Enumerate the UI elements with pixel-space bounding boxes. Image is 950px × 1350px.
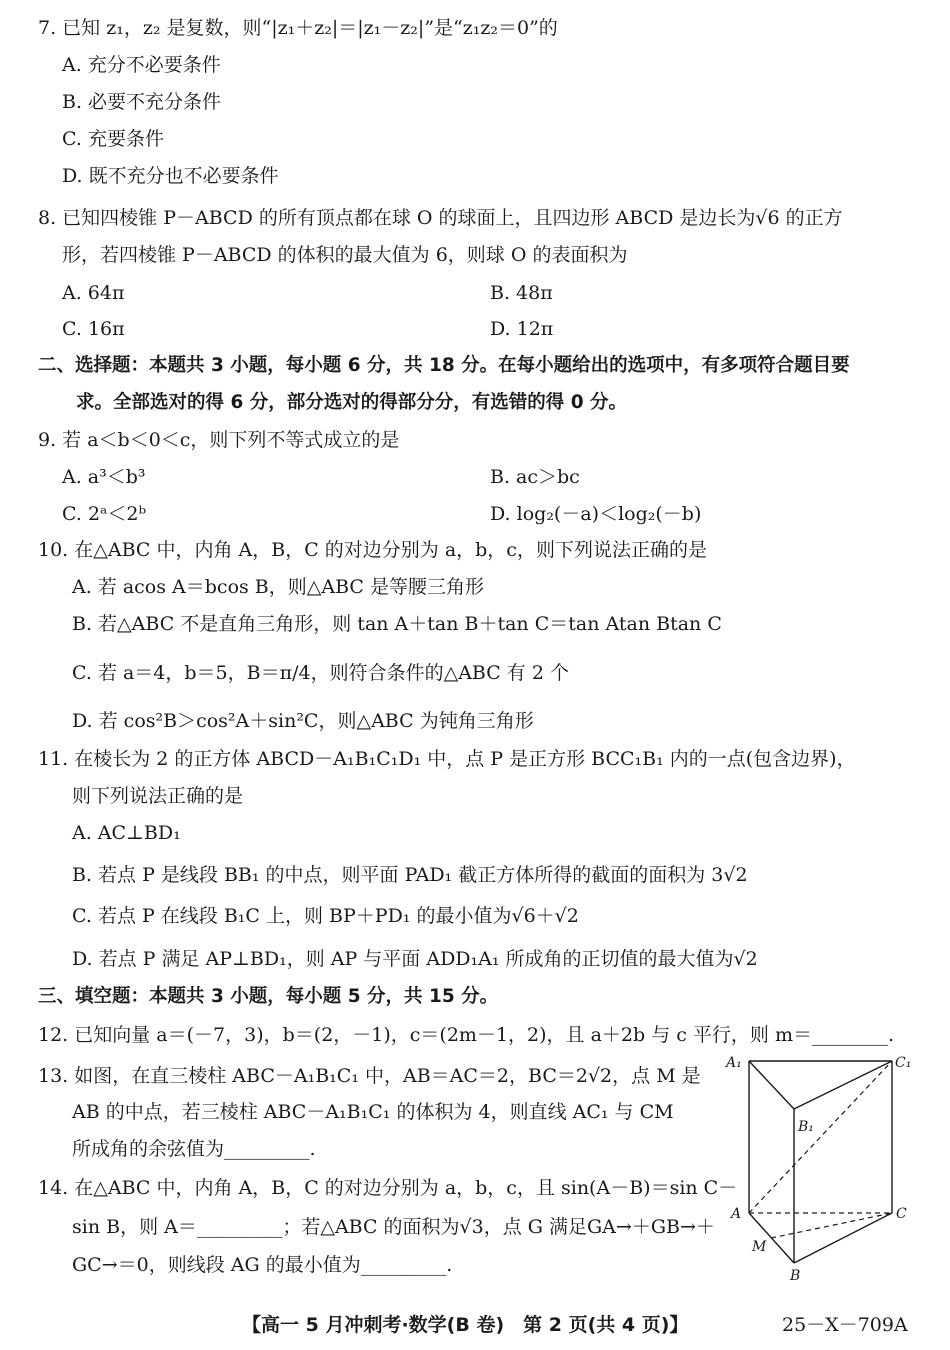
q9-option-b: B. ac＞bc [490, 466, 580, 488]
q10-option-b: B. 若△ABC 不是直角三角形，则 tan A＋tan B＋tan C＝tan Atan Btan C [72, 613, 722, 635]
q7-stem: 7. 已知 z₁，z₂ 是复数，则“|z₁＋z₂|＝|z₁－z₂|”是“z₁z₂＝0”的 [38, 17, 558, 39]
edge-b1-c1 [794, 1061, 892, 1109]
label-c1: C₁ [895, 1055, 912, 1071]
q8-option-d: D. 12π [490, 318, 554, 340]
q11-option-a: A. AC⊥BD₁ [72, 822, 181, 844]
label-c: C [896, 1206, 907, 1222]
q7-option-b: B. 必要不充分条件 [62, 91, 222, 113]
q9-stem: 9. 若 a＜b＜0＜c，则下列不等式成立的是 [38, 429, 400, 451]
q7-option-a: A. 充分不必要条件 [62, 54, 221, 76]
q9-option-a: A. a³＜b³ [62, 466, 146, 488]
q13-line3: 所成角的余弦值为_________. [72, 1138, 316, 1160]
q14-line1: 14. 在△ABC 中，内角 A，B，C 的对边分别为 a，b，c，且 sin(A－B)＝sin C－ [38, 1177, 738, 1199]
edge-a1-b1 [749, 1061, 794, 1109]
section2-heading-line2: 求。全部选对的得 6 分，部分选对的得部分分，有选错的得 0 分。 [76, 392, 628, 413]
q9-option-c: C. 2ᵃ＜2ᵇ [62, 503, 147, 525]
section2-heading-line1: 二、选择题：本题共 3 小题，每小题 6 分，共 18 分。在每小题给出的选项中，有多项符合题目要 [38, 355, 850, 376]
q12-stem: 12. 已知向量 a＝(－7，3)，b＝(2，－1)，c＝(2m－1，2)，且 a＋2b 与 c 平行，则 m＝________. [38, 1024, 895, 1046]
q14-line2: sin B，则 A＝_________；若△ABC 的面积为√3，点 G 满足GA→＋GB→＋ [72, 1216, 715, 1238]
segment-c-m [771, 1213, 892, 1238]
q9-option-d: D. log₂(－a)＜log₂(－b) [490, 503, 702, 525]
q11-option-c: C. 若点 P 在线段 B₁C 上，则 BP＋PD₁ 的最小值为√6＋√2 [72, 905, 579, 927]
q11-option-d: D. 若点 P 满足 AP⊥BD₁，则 AP 与平面 ADD₁A₁ 所成角的正切值的最大值为√2 [72, 948, 758, 970]
q8-option-a: A. 64π [62, 282, 125, 304]
q8-stem-line1: 8. 已知四棱锥 P－ABCD 的所有顶点都在球 O 的球面上，且四边形 ABCD 是边长为√6 的正方 [38, 207, 843, 229]
page-footer-title: 【高一 5 月冲刺考·数学(B 卷) 第 2 页(共 4 页)】 [242, 1314, 689, 1336]
q11-stem-line2: 则下列说法正确的是 [72, 785, 244, 807]
q10-option-a: A. 若 acos A＝bcos B，则△ABC 是等腰三角形 [72, 576, 484, 598]
q7-option-c: C. 充要条件 [62, 128, 164, 150]
q11-option-b: B. 若点 P 是线段 BB₁ 的中点，则平面 PAD₁ 截正方体所得的截面的面积为 3√2 [72, 864, 748, 886]
q11-stem-line1: 11. 在棱长为 2 的正方体 ABCD－A₁B₁C₁D₁ 中，点 P 是正方形 BCC₁B₁ 内的一点(包含边界)， [38, 748, 856, 770]
q10-option-d: D. 若 cos²B＞cos²A＋sin²C，则△ABC 为钝角三角形 [72, 710, 534, 732]
label-b: B [790, 1268, 801, 1284]
section3-heading: 三、填空题：本题共 3 小题，每小题 5 分，共 15 分。 [38, 986, 499, 1007]
label-m: M [752, 1239, 767, 1255]
edge-b-c [794, 1213, 892, 1263]
label-a1: A₁ [726, 1055, 742, 1071]
q13-line2: AB 的中点，若三棱柱 ABC－A₁B₁C₁ 的体积为 4，则直线 AC₁ 与 CM [72, 1101, 674, 1123]
q14-line3: GC→＝0，则线段 AG 的最小值为_________. [72, 1254, 453, 1276]
q13-line1: 13. 如图，在直三棱柱 ABC－A₁B₁C₁ 中，AB＝AC＝2，BC＝2√2，点 M 是 [38, 1065, 701, 1087]
q8-option-c: C. 16π [62, 318, 125, 340]
label-b1: B₁ [798, 1119, 814, 1135]
prism-figure [722, 1053, 912, 1287]
q8-stem-line2: 形，若四棱锥 P－ABCD 的体积的最大值为 6，则球 O 的表面积为 [62, 244, 628, 266]
q10-stem: 10. 在△ABC 中，内角 A，B，C 的对边分别为 a，b，c，则下列说法正确的是 [38, 539, 707, 561]
page-footer-code: 25－X－709A [782, 1314, 908, 1336]
q10-option-c: C. 若 a＝4，b＝5，B＝π/4，则符合条件的△ABC 有 2 个 [72, 662, 569, 684]
label-a: A [731, 1206, 742, 1222]
q8-option-b: B. 48π [490, 282, 553, 304]
q7-option-d: D. 既不充分也不必要条件 [62, 165, 279, 187]
